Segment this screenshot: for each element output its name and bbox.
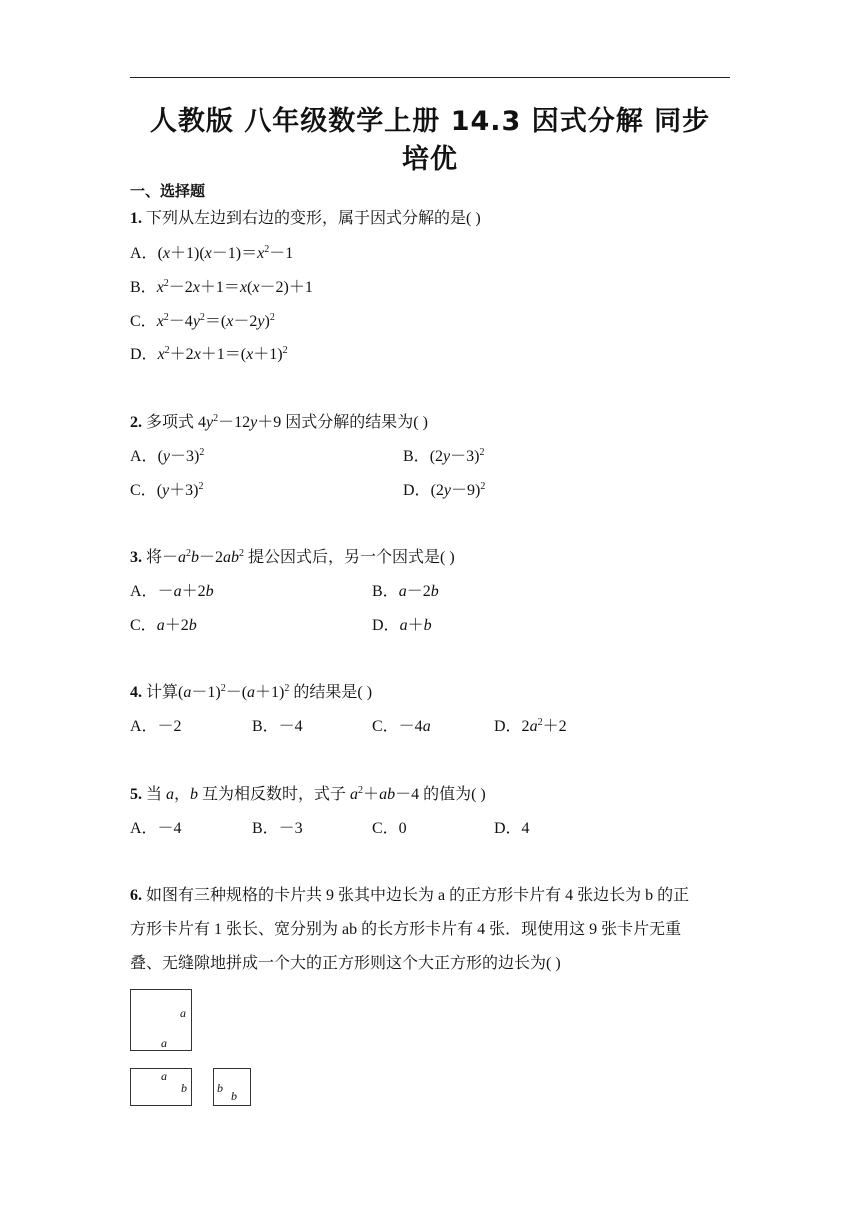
- section-heading: 一、选择题: [130, 182, 206, 200]
- q5-option-c: C．0: [372, 820, 407, 837]
- q2-option-a: A．$(y-3)^2$: [130, 447, 205, 465]
- q3-option-c: C．a＋2b: [130, 617, 197, 634]
- page-title: 人教版 八年级数学上册 14.3 因式分解 同步: [149, 106, 711, 137]
- question-3: 3. 将$-a^2b-2ab^2$ 提公因式后，另一个因式是( ): [130, 548, 455, 566]
- q2-option-c: C．$(y+3)^2$: [130, 481, 204, 499]
- q1-option-b: B．$x^2-2x+1=x(x-2)+1$: [130, 278, 313, 296]
- side-label-b: b: [217, 1081, 223, 1095]
- question-5: 5. 当 a，b 互为相反数时，式子 $a^2+ab-4$ 的值为( ): [130, 785, 486, 803]
- question-1: 1. 下列从左边到右边的变形，属于因式分解的是( ): [130, 210, 481, 227]
- question-2: 2. 多项式 $4y^2-12y+9$ 因式分解的结果为( ): [130, 413, 428, 431]
- square-card-a: [130, 989, 192, 1051]
- q1-option-d: D．$x^2+2x+1=(x+1)^2$: [130, 345, 288, 363]
- square-card-b: [213, 1068, 251, 1106]
- question-6: 6. 如图有三种规格的卡片共 9 张其中边长为 a 的正方形卡片有 4 张边长为 b 的正: [130, 887, 690, 904]
- q3-option-a: A．－a＋2b: [130, 583, 214, 600]
- q4-option-a: A．－2: [130, 718, 182, 735]
- question-4: 4. 计算$(a-1)^2-(a+1)^2$ 的结果是( ): [130, 683, 373, 701]
- side-label-a: a: [161, 1036, 167, 1050]
- q4-option-b: B．－4: [252, 718, 303, 735]
- q2-option-d: D．$(2y-9)^2$: [403, 481, 486, 499]
- q5-option-d: D．4: [494, 820, 530, 837]
- q3-option-d: D．a＋b: [372, 617, 432, 634]
- page-title-continued: 培优: [402, 144, 458, 175]
- side-label-b: b: [181, 1081, 187, 1095]
- q2-option-b: B．$(2y-3)^2$: [403, 447, 485, 465]
- q5-option-b: B．－3: [252, 820, 303, 837]
- header-rule: [130, 77, 730, 78]
- q4-option-c: C．－4a: [372, 718, 431, 735]
- q5-option-a: A．－4: [130, 820, 182, 837]
- question-6-line-3: 叠、无缝隙地拼成一个大的正方形则这个大正方形的边长为( ): [130, 955, 561, 972]
- rectangle-card-ab: [130, 1068, 192, 1106]
- side-label-a: a: [180, 1006, 186, 1020]
- q3-option-b: B．a－2b: [372, 583, 439, 600]
- q1-option-c: C．$x^2-4y^2=(x-2y)^2$: [130, 312, 275, 330]
- q1-option-a: A．$(x+1)(x-1)=x^2-1$: [130, 244, 294, 262]
- side-label-a: a: [161, 1069, 167, 1083]
- side-label-b: b: [231, 1089, 237, 1103]
- question-6-line-2: 方形卡片有 1 张长、宽分别为 ab 的长方形卡片有 4 张．现使用这 9 张卡片无重: [130, 921, 682, 938]
- q4-option-d: D．$2a^2+2$: [494, 717, 567, 735]
